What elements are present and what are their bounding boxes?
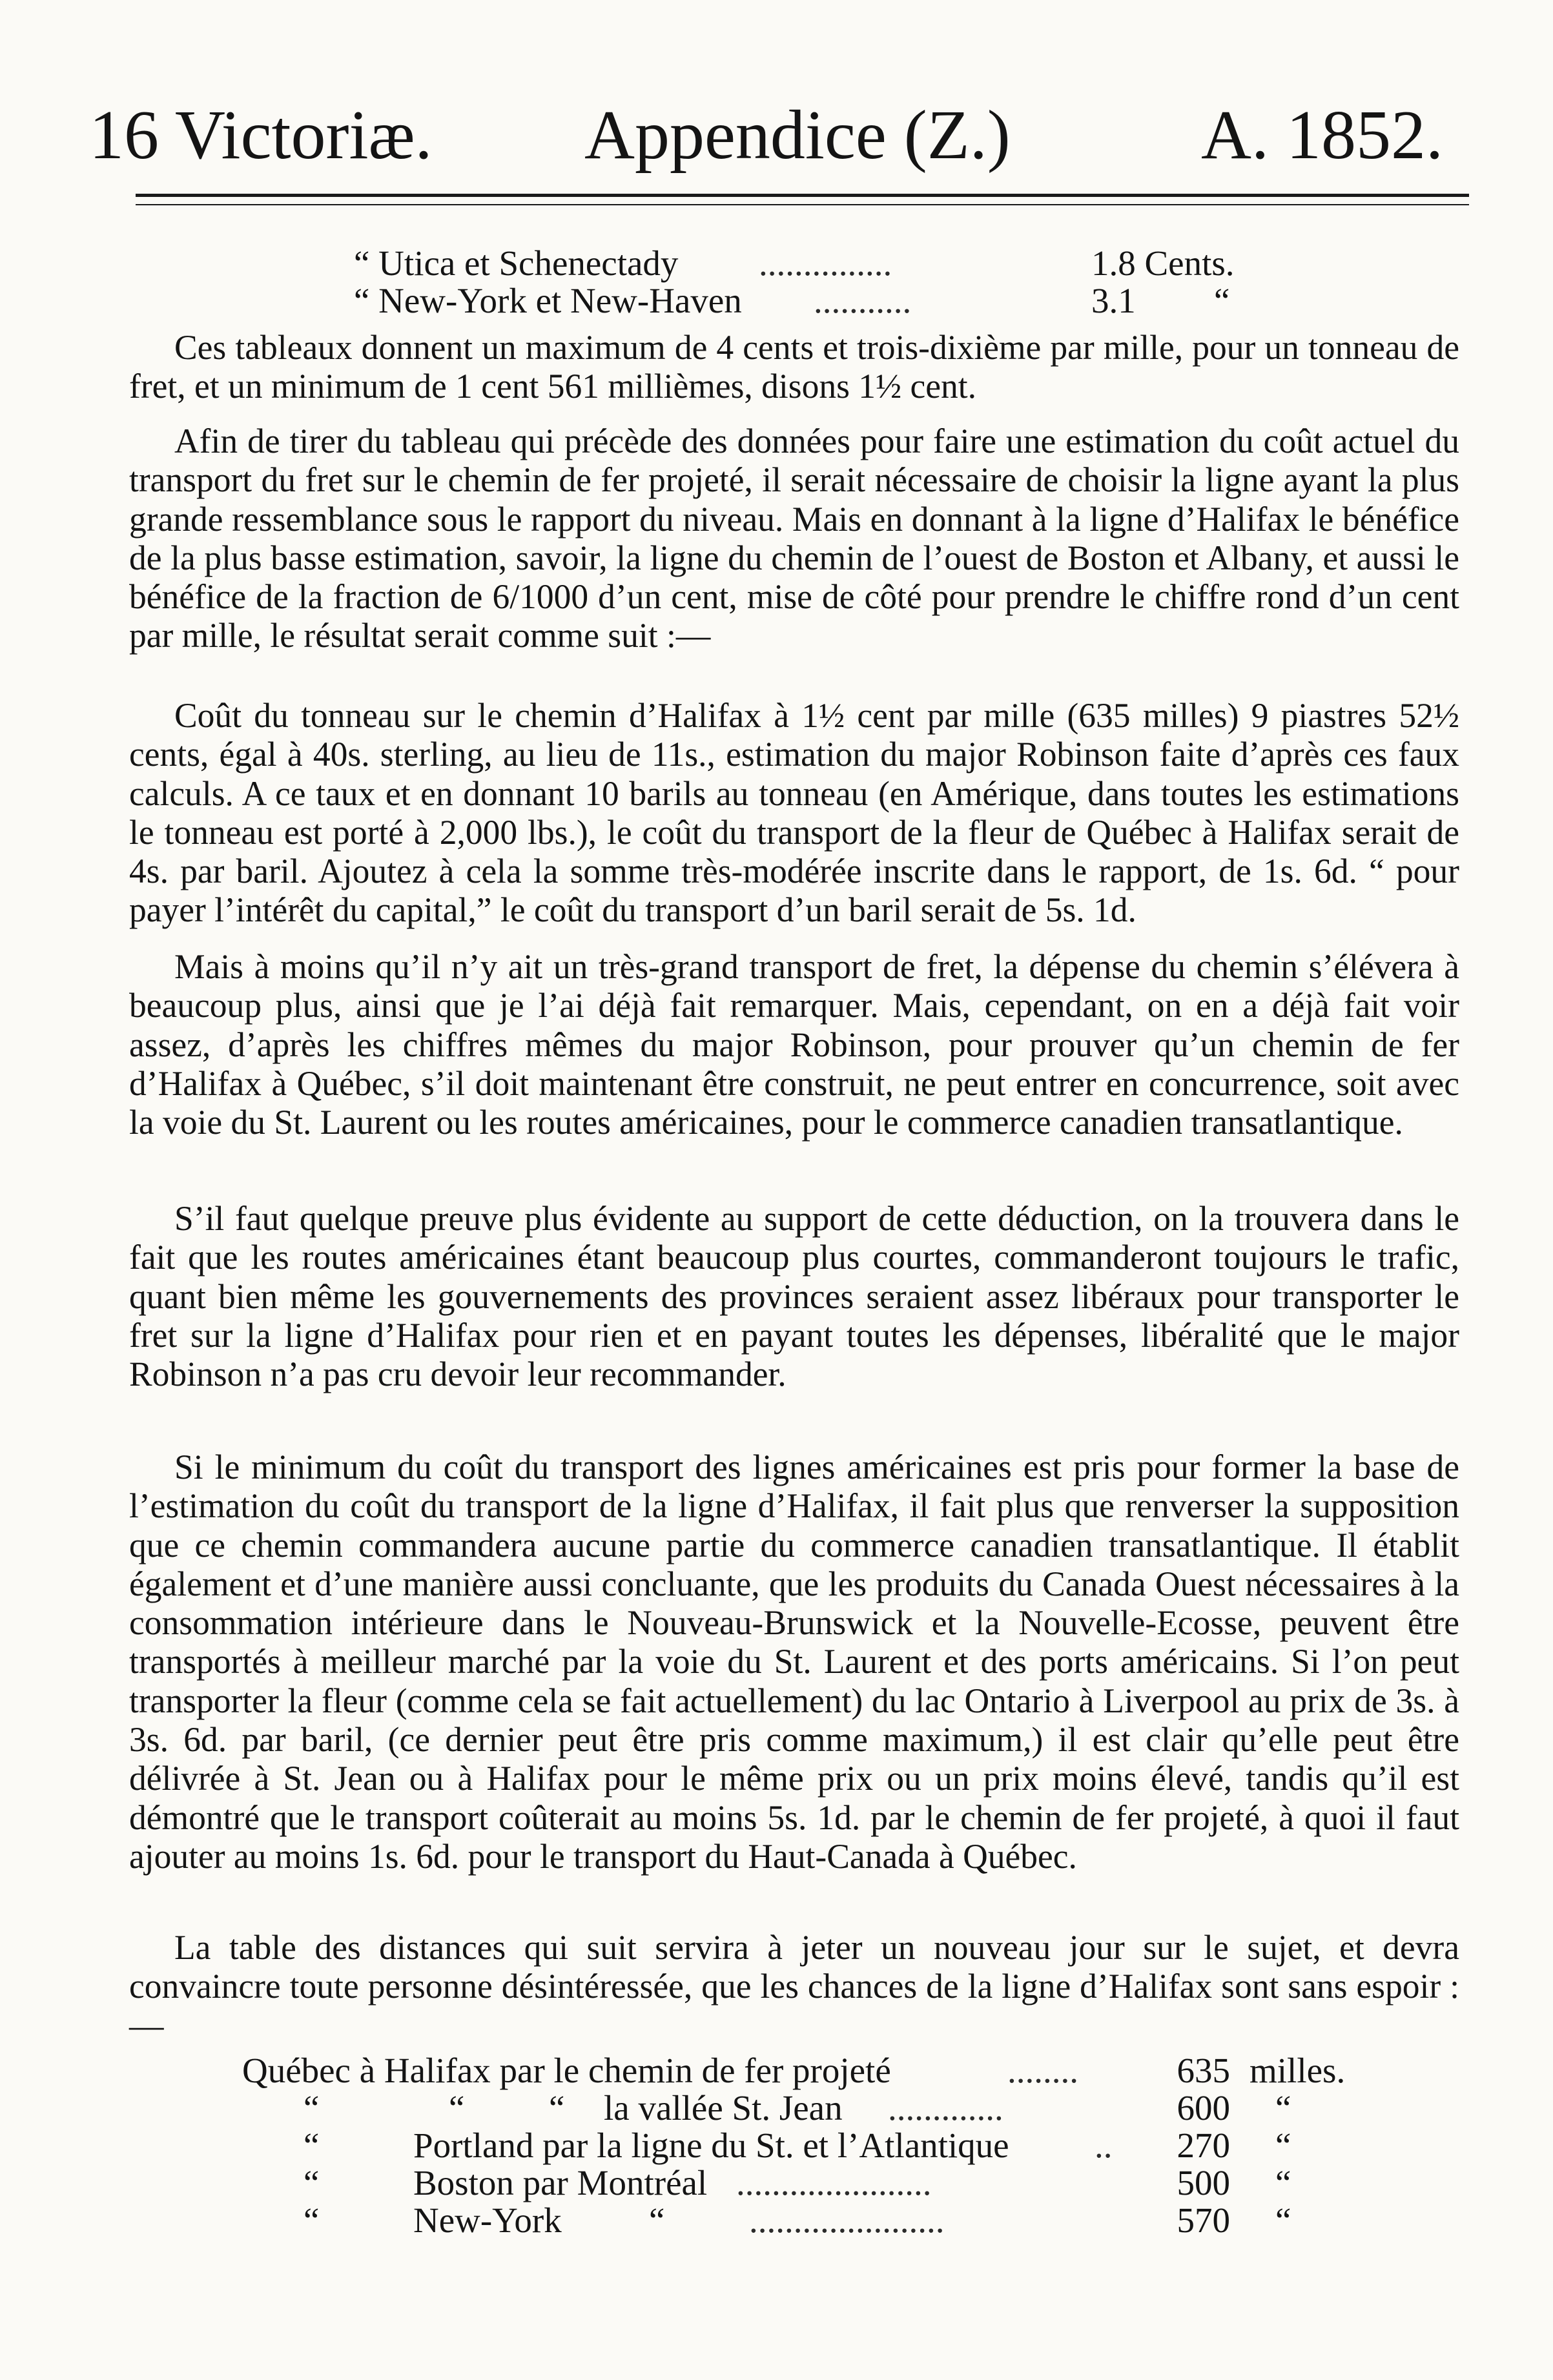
route-name: la vallée St. Jean xyxy=(604,2088,843,2128)
route-name: Portland par la ligne du St. et l’Atlantique xyxy=(413,2126,1009,2165)
paragraph-minimum-cost: Si le minimum du coût du transport des lignes américaines est pris pour former la base de l’estimation du coût du transport de la ligne d’Halifax, il fait plus que renverser la supposition que ce chemin commandera aucune partie du commerce canadien transatlantique. Il établit également et d’une manière aussi concluante, que les produits du Canada Ouest nécessaires à la consommation intérieure dans le Nouveau-Brunswick et la Nouvelle-Ecosse, peuvent être transportés à meilleur marché par la voie du St. Laurent et des ports américains. Si l’on peut transporter la fleur (comme cela se fait actuellement) du lac Ontario à Liverpool au prix de 3s. à 3s. 6d. par baril, (ce dernier peut être pris comme maximum,) il est clair qu’elle peut être délivrée à St. Jean ou à Halifax pour le même prix ou un prix moins élevé, tandis qu’il est démontré que le transport coûterait au moins 5s. 1d. par le chemin de fer projeté, à quoi il faut ajouter au moins 1s. 6d. pour le transport du Haut-Canada à Québec. xyxy=(129,1448,1459,1876)
rate-leader: ............... xyxy=(759,243,892,283)
table-row xyxy=(0,2089,1553,2128)
row-leader: ...................... xyxy=(736,2163,932,2202)
distance-value: 570 xyxy=(1177,2200,1230,2240)
header-appendix: Appendice (Z.) xyxy=(584,97,1011,174)
rate-label: “ Utica et Schenectady xyxy=(354,243,679,283)
ditto-mark: “ xyxy=(303,2126,320,2165)
rate-leader: ........... xyxy=(814,281,912,320)
route-name: Québec à Halifax par le chemin de fer projeté xyxy=(242,2051,891,2090)
rate-value: 3.1 xyxy=(1091,281,1136,320)
distance-value: 270 xyxy=(1177,2126,1230,2165)
paragraph-cost-per-ton: Coût du tonneau sur le chemin d’Halifax à 1½ cent par mille (635 milles) 9 piastres 52½ cents, égal à 40s. sterling, au lieu de 11s., estimation du major Robinson faite d’après ces faux calculs. A ce taux et en donnant 10 barils au tonneau (en Amérique, dans toutes les estimations le tonneau est porté à 2,000 lbs.), le coût du transport de la fleur de Québec à Halifax serait de 4s. par baril. Ajoutez à cela la somme très-modérée inscrite dans le rapport, de 1s. 6d. “ pour payer l’intérêt du capital,” le coût du transport d’un baril serait de 5s. 1d. xyxy=(129,696,1459,930)
paragraph-maximum-minimum: Ces tableaux donnent un maximum de 4 cents et trois-dixième par mille, pour un tonneau de fret, et un minimum de 1 cent 561 millièmes, disons 1½ cent. xyxy=(129,328,1459,406)
paragraph-estimation: Afin de tirer du tableau qui précède des données pour faire une estimation du coût actuel du transport du fret sur le chemin de fer projeté, il serait nécessaire de choisir la ligne ayant la plus grande ressemblance sous le rapport du niveau. Mais en donnant à la ligne d’Halifax le bénéfice de la plus basse estimation, savoir, la ligne du chemin de l’ouest de Boston et Albany, et aussi le bénéfice de la fraction de 6/1000 d’un cent, mise de côté pour prendre le chiffre rond d’un cent par mille, le résultat serait comme suit :— xyxy=(129,422,1459,655)
distance-unit: milles. xyxy=(1250,2051,1346,2090)
row-leader: .. xyxy=(1095,2126,1113,2165)
rate-line xyxy=(0,282,1553,320)
row-leader: ........ xyxy=(1007,2051,1078,2090)
ditto-mark: “ xyxy=(649,2200,665,2240)
table-row xyxy=(0,2164,1553,2202)
header-year: A. 1852. xyxy=(1201,97,1443,174)
route-name: Boston par Montréal xyxy=(413,2163,708,2202)
ditto-mark: “ xyxy=(449,2088,465,2128)
row-leader: ............. xyxy=(888,2088,1003,2128)
distance-unit: “ xyxy=(1275,2126,1291,2165)
paragraph-american-routes: S’il faut quelque preuve plus évidente au support de cette déduction, on la trouvera dans le fait que les routes américaines étant beaucoup plus courtes, commanderont toujours le trafic, quant bien même les gouvernements des provinces seraient assez libéraux pour transporter le fret sur la ligne d’Halifax pour rien et en payant toutes les dépenses, libéralité que le major Robinson n’a pas cru devoir leur recommander. xyxy=(129,1199,1459,1394)
row-leader: ...................... xyxy=(749,2200,945,2240)
header-session: 16 Victoriæ. xyxy=(89,97,433,174)
rate-ditto: “ xyxy=(1214,281,1230,320)
route-name: New-York xyxy=(413,2200,562,2240)
table-row xyxy=(0,2201,1553,2240)
rate-value: 1.8 Cents. xyxy=(1091,243,1235,283)
header-rule-thick xyxy=(136,194,1469,197)
ditto-mark: “ xyxy=(303,2200,320,2240)
ditto-mark: “ xyxy=(303,2088,320,2128)
ditto-mark: “ xyxy=(549,2088,565,2128)
ditto-mark: “ xyxy=(303,2163,320,2202)
distance-unit: “ xyxy=(1275,2088,1291,2128)
distance-value: 635 xyxy=(1177,2051,1230,2090)
rate-label: “ New-York et New-Haven xyxy=(354,281,742,320)
table-row xyxy=(0,2051,1553,2090)
paragraph-distance-intro: La table des distances qui suit servira à jeter un nouveau jour sur le sujet, et devra convaincre toute personne désintéressée, que les chances de la ligne d’Halifax sont sans espoir :— xyxy=(129,1928,1459,2045)
distance-unit: “ xyxy=(1275,2200,1291,2240)
table-row xyxy=(0,2126,1553,2165)
paragraph-competition: Mais à moins qu’il n’y ait un très-grand transport de fret, la dépense du chemin s’élévera à beaucoup plus, ainsi que je l’ai déjà fait remarquer. Mais, cependant, on en a déjà fait voir assez, d’après les chiffres mêmes du major Robinson, pour prouver qu’un chemin de fer d’Halifax à Québec, s’il doit maintenant être construit, ne peut entrer en concurrence, soit avec la voie du St. Laurent ou les routes américaines, pour le commerce canadien transatlantique. xyxy=(129,947,1459,1142)
rate-line xyxy=(0,244,1553,283)
distance-unit: “ xyxy=(1275,2163,1291,2202)
distance-value: 500 xyxy=(1177,2163,1230,2202)
distance-value: 600 xyxy=(1177,2088,1230,2128)
header-rule-thin xyxy=(136,204,1469,205)
